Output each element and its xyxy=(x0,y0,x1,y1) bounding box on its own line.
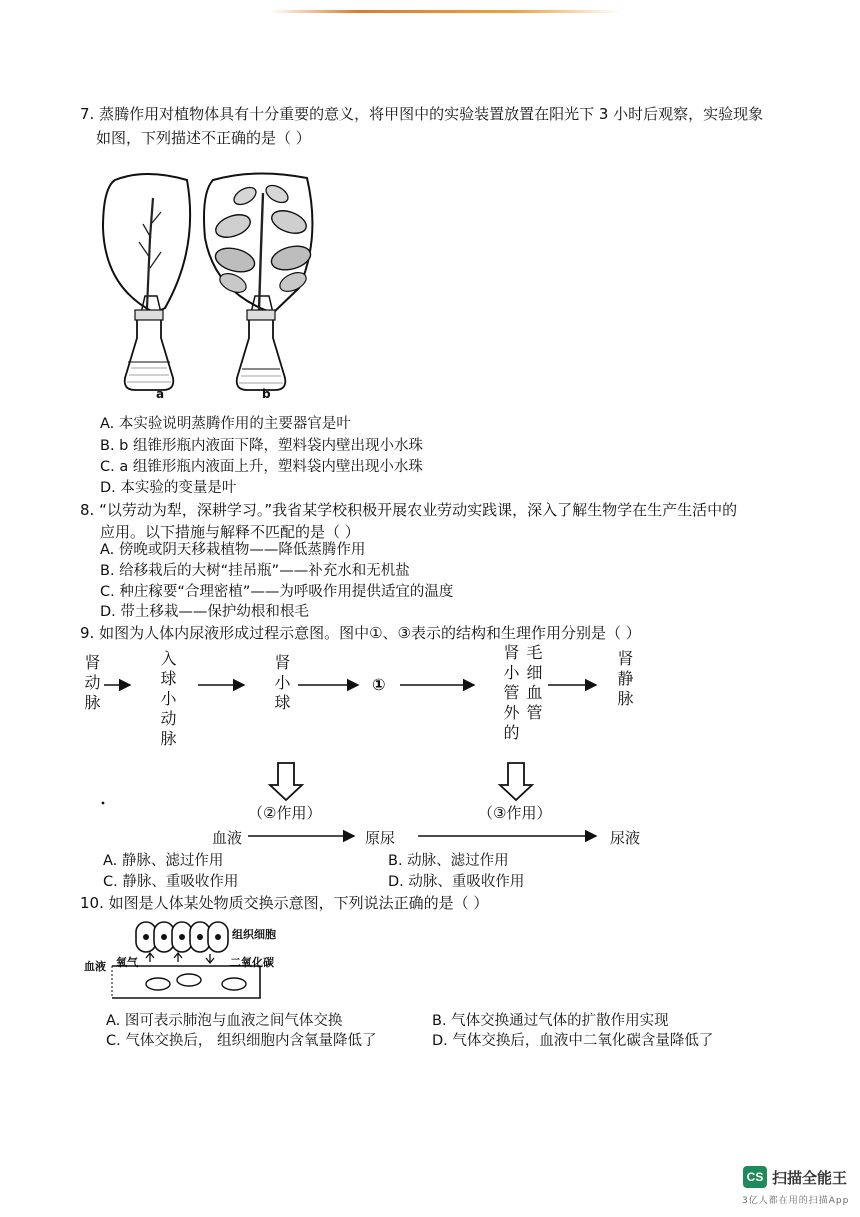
q7-option-b: B. b 组锥形瓶内液面下降，塑料袋内壁出现小水珠 xyxy=(100,438,423,454)
q7-fig-label-a: a xyxy=(156,387,165,401)
q8-option-b: B. 给移栽后的大树“挂吊瓶”——补充水和无机盐 xyxy=(100,563,410,579)
q10-label-tissue-cells: 组织细胞 xyxy=(232,928,276,941)
q10-label-oxygen: 氧气 xyxy=(116,956,138,969)
watermark-tagline: 3亿人都在用的扫描App xyxy=(742,1196,850,1206)
q9-option-d: D. 动脉、重吸收作用 xyxy=(388,874,525,890)
flow-glomerulus: 肾小球 xyxy=(272,654,291,714)
flow-blood: 血液 xyxy=(212,829,243,847)
q10-stem: 10. 如图是人体某处物质交换示意图，下列说法正确的是（ ） xyxy=(80,894,489,912)
flow-action-3: （③作用） xyxy=(478,804,552,822)
q9-option-c: C. 静脉、重吸收作用 xyxy=(103,874,239,890)
q10-label-blood: 血液 xyxy=(84,960,106,973)
q10-option-b: B. 气体交换通过气体的扩散作用实现 xyxy=(432,1013,669,1029)
watermark-app-name: 扫描全能王 xyxy=(772,1169,848,1187)
flow-primary-urine: 原尿 xyxy=(365,829,396,847)
q10-option-c: C. 气体交换后， 组织细胞内含氧量降低了 xyxy=(106,1033,377,1049)
q8-stem-line2: 应用。以下措施与解释不匹配的是（ ） xyxy=(100,523,360,541)
q7-option-c: C. a 组锥形瓶内液面上升，塑料袋内壁出现小水珠 xyxy=(100,459,423,475)
q8-option-c: C. 种庄稼要“合理密植”——为呼吸作用提供适宜的温度 xyxy=(100,584,454,600)
flow-urine: 尿液 xyxy=(610,829,641,847)
q7-option-d: D. 本实验的变量是叶 xyxy=(100,480,237,496)
q10-option-a: A. 图可表示肺泡与血液之间气体交换 xyxy=(106,1013,343,1029)
q8-option-a: A. 傍晚或阴天移栽植物——降低蒸腾作用 xyxy=(100,542,366,558)
q9-stem: 9. 如图为人体内尿液形成过程示意图。图中①、③表示的结构和生理作用分别是（ ） xyxy=(80,624,641,642)
q10-option-d: D. 气体交换后，血液中二氧化碳含量降低了 xyxy=(432,1033,714,1049)
q7-option-a: A. 本实验说明蒸腾作用的主要器官是叶 xyxy=(100,416,351,432)
flow-renal-vein: 肾静脉 xyxy=(615,650,634,710)
flow-tubule-outer: 肾小管外的 xyxy=(501,644,520,744)
q9-option-a: A. 静脉、滤过作用 xyxy=(103,853,224,869)
flow-node-1: ① xyxy=(372,675,386,694)
q7-fig-label-b: b xyxy=(262,387,271,401)
q10-label-co2: 二氧化碳 xyxy=(230,956,274,969)
q7-stem-line2: 如图，下列描述不正确的是（ ） xyxy=(96,129,311,147)
q8-option-d: D. 带土移栽——保护幼根和根毛 xyxy=(100,604,309,620)
flow-action-2: （②作用） xyxy=(248,804,322,822)
q8-stem-line1: 8. “以劳动为犁，深耕学习。”我省某学校积极开展农业劳动实践课，深入了解生物学在生产生活中的 xyxy=(80,501,738,519)
flow-capillary: 毛细血管 xyxy=(524,644,543,724)
camscanner-logo-icon: CS xyxy=(743,1166,767,1188)
flow-renal-artery: 肾动脉 xyxy=(82,654,101,714)
q9-option-b: B. 动脉、滤过作用 xyxy=(388,853,509,869)
flow-afferent-arteriole: 入球小动脉 xyxy=(158,650,177,750)
q7-stem-line1: 7. 蒸腾作用对植物体具有十分重要的意义，将甲图中的实验装置放置在阳光下 3 小时后观察，实验现象 xyxy=(80,105,764,123)
